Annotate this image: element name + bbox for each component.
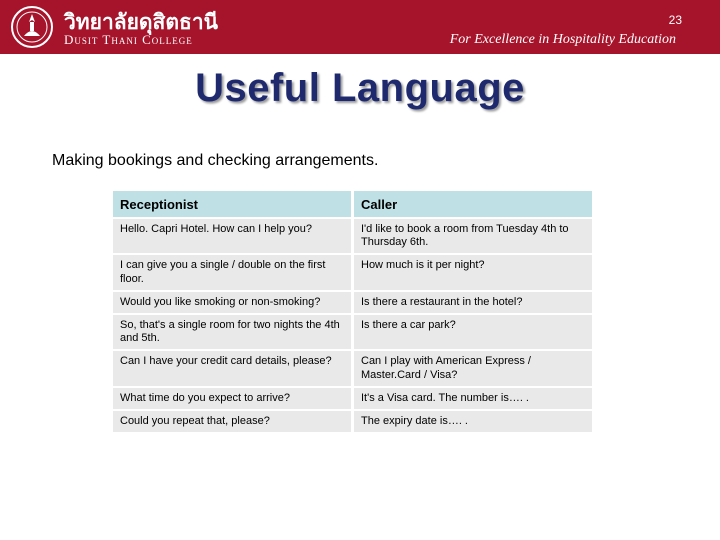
tagline: For Excellence in Hospitality Education bbox=[449, 32, 676, 47]
page-number: 23 bbox=[668, 13, 682, 27]
receptionist-cell: So, that's a single room for two nights the 4th and 5th. bbox=[113, 315, 354, 349]
caller-cell: The expiry date is…. . bbox=[354, 411, 592, 432]
caller-cell: Can I play with American Express / Master.Card / Visa? bbox=[354, 351, 592, 385]
caller-cell: I'd like to book a room from Tuesday 4th to Thursday 6th. bbox=[354, 219, 592, 253]
table-row bbox=[113, 219, 592, 253]
table-header-row bbox=[113, 191, 592, 217]
caller-cell: Is there a car park? bbox=[354, 315, 592, 349]
logo-english-text: Dusit Thani College bbox=[64, 32, 193, 47]
caller-cell: Is there a restaurant in the hotel? bbox=[354, 292, 592, 313]
table-row bbox=[113, 315, 592, 349]
column-header-caller: Caller bbox=[354, 191, 592, 217]
phrases-table bbox=[113, 189, 592, 434]
caller-cell: It's a Visa card. The number is…. . bbox=[354, 388, 592, 409]
receptionist-cell: Hello. Capri Hotel. How can I help you? bbox=[113, 219, 354, 253]
receptionist-cell: I can give you a single / double on the first floor. bbox=[113, 255, 354, 289]
receptionist-cell: Can I have your credit card details, please? bbox=[113, 351, 354, 385]
college-seal-icon bbox=[10, 5, 54, 49]
caller-cell: How much is it per night? bbox=[354, 255, 592, 289]
logo-thai-text: วิทยาลัยดุสิตธานี bbox=[64, 10, 218, 34]
table-row bbox=[113, 351, 592, 385]
receptionist-cell: Would you like smoking or non-smoking? bbox=[113, 292, 354, 313]
slide-subtitle: Making bookings and checking arrangements. bbox=[52, 152, 379, 169]
column-header-receptionist: Receptionist bbox=[113, 191, 354, 217]
table-row bbox=[113, 292, 592, 313]
table-row bbox=[113, 255, 592, 289]
receptionist-cell: Could you repeat that, please? bbox=[113, 411, 354, 432]
header-bar bbox=[0, 0, 720, 54]
table-row bbox=[113, 388, 592, 409]
receptionist-cell: What time do you expect to arrive? bbox=[113, 388, 354, 409]
slide-title: Useful Language bbox=[195, 66, 525, 110]
table-row bbox=[113, 411, 592, 432]
